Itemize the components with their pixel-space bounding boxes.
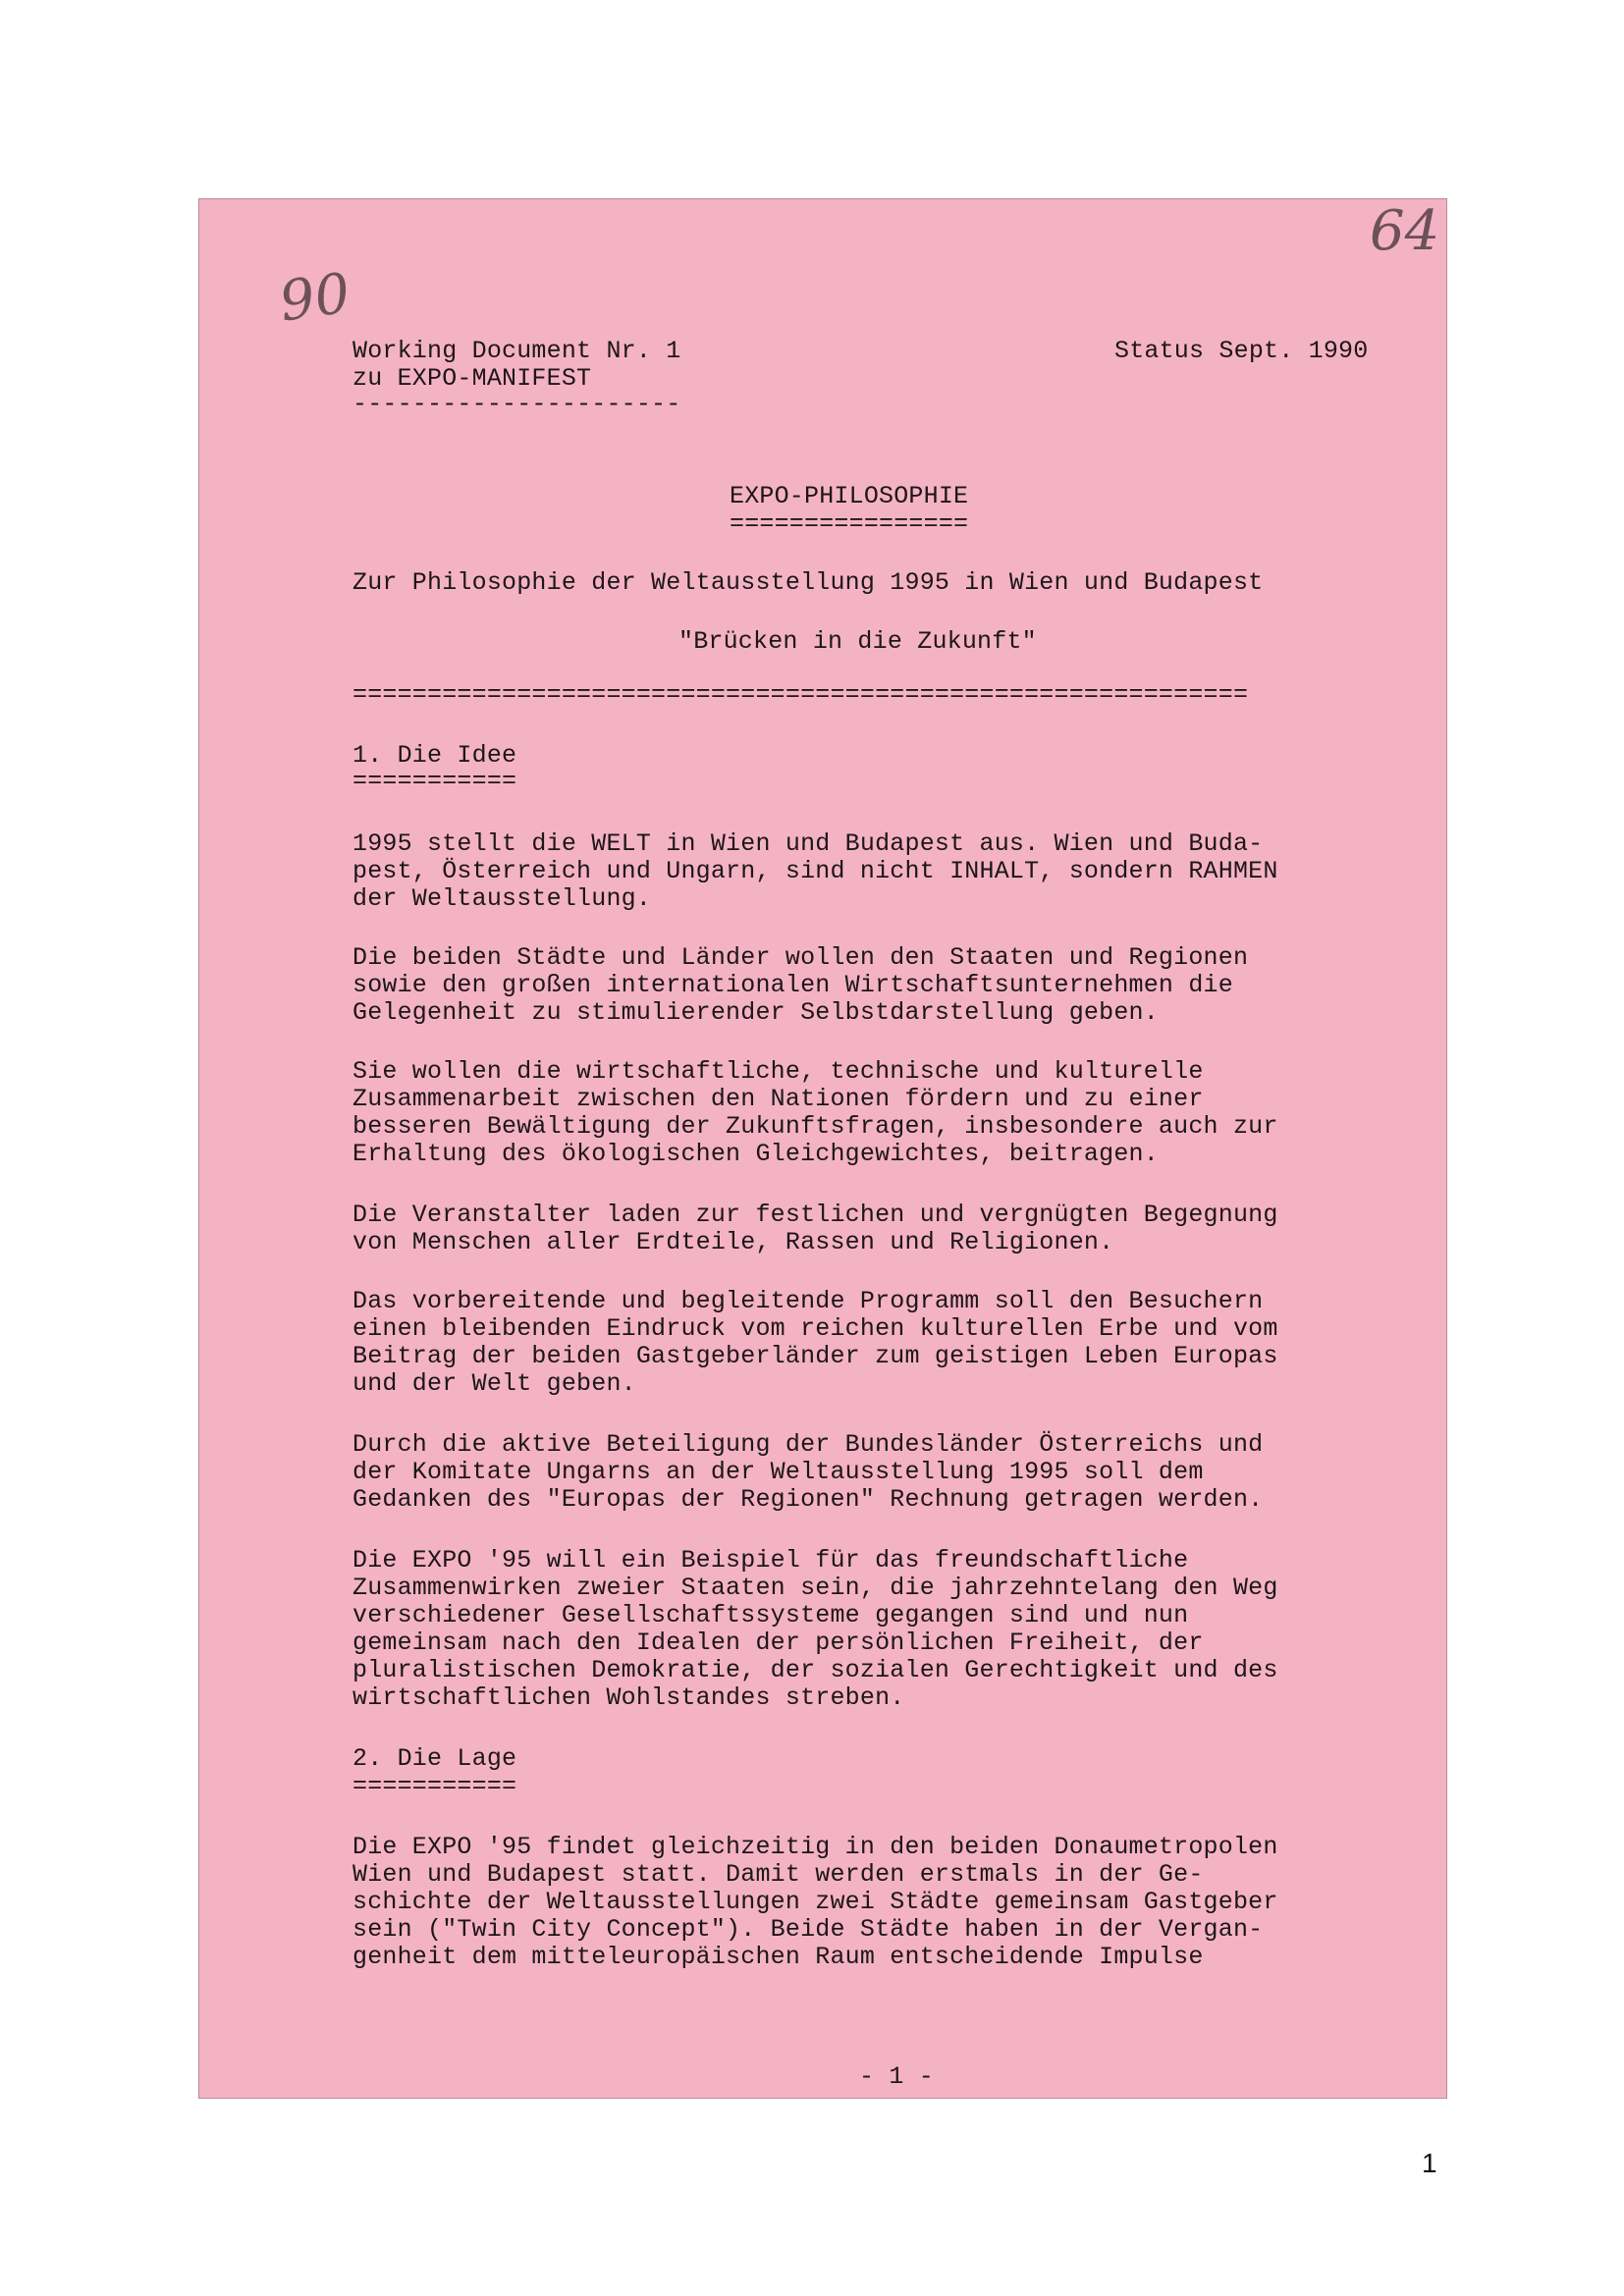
header-underline: ---------------------- [352, 390, 681, 418]
section-1-heading: 1. Die Idee [352, 741, 517, 770]
page-footer: - 1 - [859, 2062, 935, 2091]
paragraph-line: gemeinsam nach den Idealen der persönlichen Freiheit, der [352, 1629, 1204, 1657]
paragraph-line: Die EXPO '95 findet gleichzeitig in den beiden Donaumetropolen [352, 1833, 1278, 1861]
status-date: Status Sept. 1990 [1114, 337, 1369, 365]
handwritten-number-top-right: 64 [1370, 199, 1440, 263]
paragraph-line: Gelegenheit zu stimulierender Selbstdarstellung geben. [352, 998, 1159, 1027]
paragraph-line: schichte der Weltausstellungen zwei Städte gemeinsam Gastgeber [352, 1888, 1278, 1916]
paragraph-line: Die beiden Städte und Länder wollen den Staaten und Regionen [352, 943, 1249, 972]
document-page [198, 198, 1447, 2099]
paragraph-line: Wien und Budapest statt. Damit werden erstmals in der Ge- [352, 1860, 1204, 1889]
full-width-rule: ============================================================ [352, 680, 1249, 709]
paragraph-line: Beitrag der beiden Gastgeberländer zum geistigen Leben Europas [352, 1342, 1278, 1370]
motto: "Brücken in die Zukunft" [678, 627, 1037, 656]
handwritten-number-top-left: 90 [275, 261, 354, 335]
paragraph-line: sowie den großen internationalen Wirtschaftsunternehmen die [352, 971, 1233, 999]
title-underline: ================ [730, 509, 969, 538]
subtitle: Zur Philosophie der Weltausstellung 1995 in Wien und Budapest [352, 568, 1264, 597]
section-2-underline: =========== [352, 1772, 517, 1800]
paragraph-line: Sie wollen die wirtschaftliche, technische und kulturelle [352, 1057, 1204, 1086]
paragraph-line: Erhaltung des ökologischen Gleichgewichtes, beitragen. [352, 1140, 1159, 1168]
document-reference-line2: zu EXPO-MANIFEST [352, 364, 592, 393]
paragraph-line: pest, Österreich und Ungarn, sind nicht INHALT, sondern RAHMEN [352, 857, 1278, 885]
paragraph-line: Durch die aktive Beteiligung der Bundesländer Österreichs und [352, 1430, 1264, 1459]
paragraph-line: Die EXPO '95 will ein Beispiel für das freundschaftliche [352, 1546, 1189, 1575]
paragraph-line: der Weltausstellung. [352, 884, 652, 913]
page-title: EXPO-PHILOSOPHIE [730, 482, 969, 510]
section-2-heading: 2. Die Lage [352, 1744, 517, 1773]
paragraph-line: verschiedener Gesellschaftssysteme gegangen sind und nun [352, 1601, 1189, 1629]
paragraph-line: 1995 stellt die WELT in Wien und Budapest aus. Wien und Buda- [352, 829, 1264, 858]
paragraph-line: Das vorbereitende und begleitende Programm soll den Besuchern [352, 1287, 1264, 1315]
paragraph-line: Zusammenwirken zweier Staaten sein, die jahrzehntelang den Weg [352, 1574, 1278, 1602]
paragraph-line: besseren Bewältigung der Zukunftsfragen, insbesondere auch zur [352, 1112, 1278, 1141]
paragraph-line: der Komitate Ungarns an der Weltausstellung 1995 soll dem [352, 1458, 1204, 1486]
paragraph-line: Die Veranstalter laden zur festlichen und vergnügten Begegnung [352, 1201, 1278, 1229]
paragraph-line: wirtschaftlichen Wohlstandes streben. [352, 1683, 905, 1712]
paragraph-line: von Menschen aller Erdteile, Rassen und Religionen. [352, 1228, 1114, 1256]
paragraph-line: genheit dem mitteleuropäischen Raum entscheidende Impulse [352, 1943, 1204, 1971]
paragraph-line: einen bleibenden Eindruck vom reichen kulturellen Erbe und vom [352, 1314, 1278, 1343]
section-1-underline: =========== [352, 767, 517, 795]
paragraph-line: sein ("Twin City Concept"). Beide Städte haben in der Vergan- [352, 1915, 1264, 1944]
paragraph-line: Zusammenarbeit zwischen den Nationen fördern und zu einer [352, 1085, 1204, 1113]
paragraph-line: pluralistischen Demokratie, der sozialen Gerechtigkeit und des [352, 1656, 1278, 1684]
document-reference: Working Document Nr. 1 [352, 337, 681, 365]
paragraph-line: und der Welt geben. [352, 1369, 636, 1398]
page-number: 1 [1422, 2148, 1437, 2178]
paragraph-line: Gedanken des "Europas der Regionen" Rechnung getragen werden. [352, 1485, 1264, 1514]
